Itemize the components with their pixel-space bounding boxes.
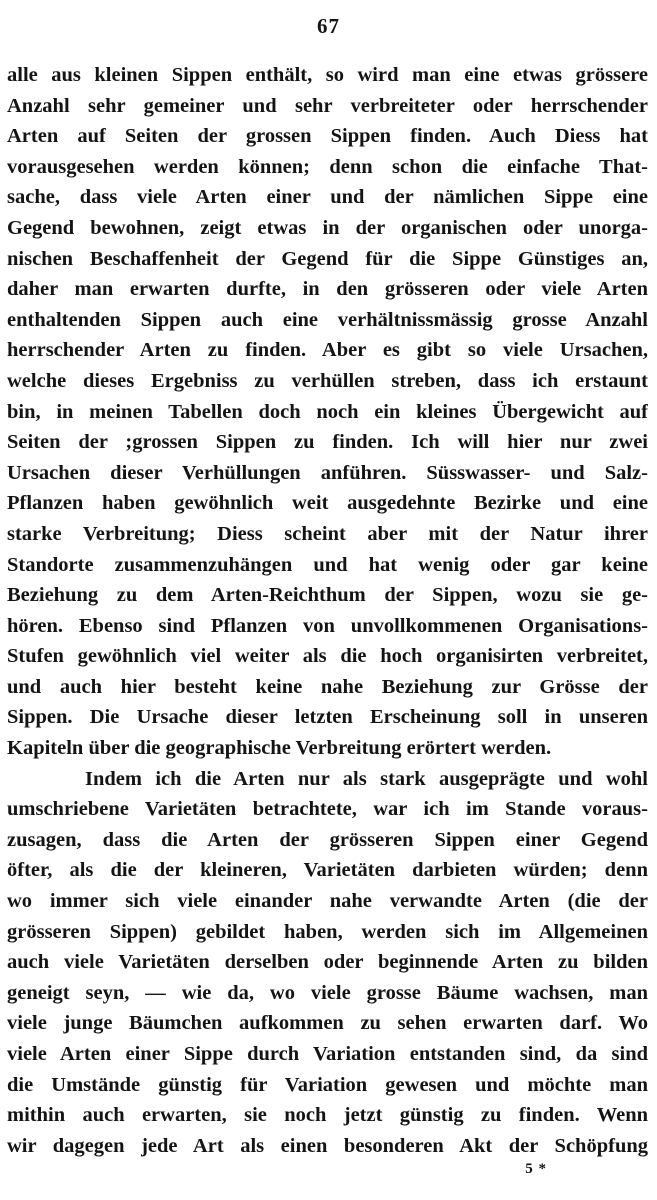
page-number: 67: [317, 14, 340, 38]
text-line: viele junge Bäumchen aufkommen zu sehen erwarten darf. Wo: [7, 1012, 648, 1035]
text-line: Beziehung zu dem Arten-Reichthum der Sippen, wozu sie ge-: [7, 584, 648, 607]
text-line: grösseren Sippen) gebildet haben, werden sich im Allgemeinen: [7, 920, 648, 943]
text-line: starke Verbreitung; Diess scheint aber mit der Natur ihrer: [7, 522, 648, 545]
text-line: Stufen gewöhnlich viel weiter als die hoch organisirten verbreitet,: [7, 645, 648, 668]
text-line: zusagen, dass die Arten der grösseren Sippen einer Gegend: [7, 828, 648, 851]
text-line: welche dieses Ergebniss zu verhüllen streben, dass ich erstaunt: [7, 369, 648, 392]
text-line: auch viele Varietäten derselben oder beginnende Arten zu bilden: [7, 951, 648, 974]
text-line: geneigt seyn, — wie da, wo viele grosse Bäume wachsen, man: [7, 981, 648, 1004]
text-line: wir dagegen jede Art als einen besonderen Akt der Schöpfung: [7, 1134, 648, 1157]
text-line: Seiten der ;grossen Sippen zu finden. Ich will hier nur zwei: [7, 431, 648, 454]
text-line: mithin auch erwarten, sie noch jetzt günstig zu finden. Wenn: [7, 1104, 648, 1127]
paragraph-end-line: Kapiteln über die geographische Verbreitung erörtert werden.: [7, 737, 552, 760]
text-line: wo immer sich viele einander nahe verwandte Arten (die der: [7, 890, 648, 913]
text-line: Standorte zusammenzuhängen und hat wenig oder gar keine: [7, 553, 648, 576]
text-line: und auch hier besteht keine nahe Beziehung zur Grösse der: [7, 675, 648, 698]
text-line: nischen Beschaffenheit der Gegend für die Sippe Günstiges an,: [7, 247, 648, 270]
signature-mark: 5 *: [525, 1161, 547, 1177]
text-line: Sippen. Die Ursache dieser letzten Erscheinung soll in unseren: [7, 706, 648, 729]
text-line: herrschender Arten zu finden. Aber es gibt so viele Ursachen,: [7, 339, 648, 362]
text-line: Ursachen dieser Verhüllungen anführen. Süsswasser- und Salz-: [7, 461, 648, 484]
text-line: enthaltenden Sippen auch eine verhältnissmässig grosse Anzahl: [7, 308, 648, 331]
text-line: hören. Ebenso sind Pflanzen von unvollkommenen Organisations-: [7, 614, 648, 637]
text-line: daher man erwarten durfte, in den grösseren oder viele Arten: [7, 278, 648, 301]
text-line: sache, dass viele Arten einer und der nämlichen Sippe eine: [7, 186, 648, 209]
text-line: Pflanzen haben gewöhnlich weit ausgedehnte Bezirke und eine: [7, 492, 648, 515]
text-line: die Umstände günstig für Variation gewesen und möchte man: [7, 1073, 648, 1096]
text-line: alle aus kleinen Sippen enthält, so wird man eine etwas grössere: [7, 64, 648, 86]
text-line: bin, in meinen Tabellen doch noch ein kleines Übergewicht auf: [7, 400, 648, 423]
text-line: viele Arten einer Sippe durch Variation entstanden sind, da sind: [7, 1043, 648, 1065]
text-line: Gegend bewohnen, zeigt etwas in der organischen oder unorga-: [7, 216, 648, 239]
text-line: Arten auf Seiten der grossen Sippen finden. Auch Diess hat: [7, 125, 648, 148]
paragraph-start-line: Indem ich die Arten nur als stark ausgeprägte und wohl: [85, 767, 648, 790]
body-text: [7, 60, 648, 1161]
text-line: vorausgesehen werden können; denn schon die einfache That-: [7, 155, 648, 178]
text-line: Anzahl sehr gemeiner und sehr verbreiteter oder herrschender: [7, 94, 648, 117]
text-line: öfter, als die der kleineren, Varietäten darbieten würden; denn: [7, 859, 648, 882]
text-line: umschriebene Varietäten betrachtete, war ich im Stande voraus-: [7, 798, 648, 821]
